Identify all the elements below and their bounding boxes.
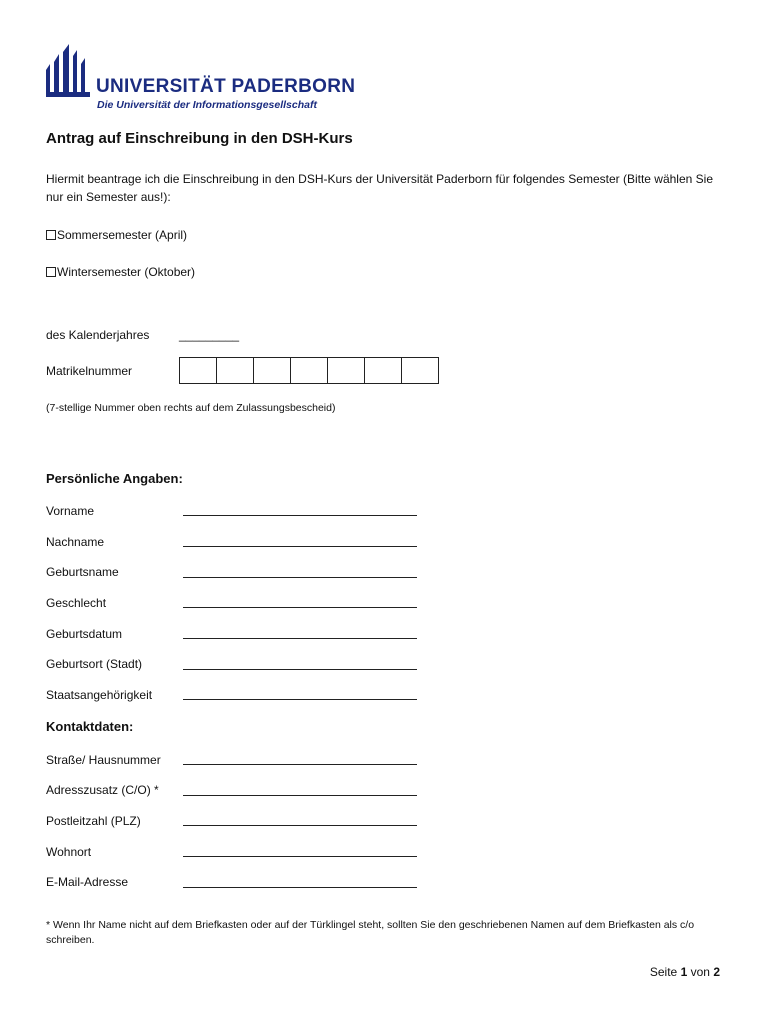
page-number (650, 965, 720, 979)
field-line-email[interactable] (183, 887, 417, 888)
matriculation-digit-box[interactable] (290, 357, 328, 384)
summer-semester-checkbox[interactable] (46, 230, 56, 240)
matriculation-number-boxes[interactable] (179, 357, 439, 384)
personal-section-heading: Persönliche Angaben: (46, 471, 183, 486)
footnote: * Wenn Ihr Name nicht auf dem Briefkasten oder auf der Türklingel steht, sollten Sie den geschriebenen Namen auf dem Briefkasten als c/o schreiben. (46, 919, 695, 946)
matriculation-digit-box[interactable] (253, 357, 291, 384)
intro-text: Hiermit beantrage ich die Einschreibung in den DSH-Kurs der Universität Paderborn für folgendes Semester (Bitte wählen Sie nur ein Semester aus!): (46, 172, 714, 204)
field-label-vorname: Vorname (46, 504, 95, 518)
winter-semester-label: Wintersemester (Oktober) (57, 265, 196, 279)
field-line-geschlecht[interactable] (183, 607, 417, 608)
document-title: Antrag auf Einschreibung in den DSH-Kurs (46, 130, 353, 147)
matriculation-digit-box[interactable] (327, 357, 365, 384)
matriculation-label: Matrikelnummer (46, 364, 133, 378)
field-label-geschlecht: Geschlecht (46, 596, 107, 610)
option-summer-semester[interactable] (46, 228, 187, 242)
field-label-geburtsdatum: Geburtsdatum (46, 627, 123, 641)
field-line-geburtsname[interactable] (183, 577, 417, 578)
winter-semester-checkbox[interactable] (46, 267, 56, 277)
matriculation-note: (7-stellige Nummer oben rechts auf dem Zulassungsbescheid) (46, 402, 336, 414)
field-label-geburtsname: Geburtsname (46, 565, 119, 579)
matriculation-digit-box[interactable] (364, 357, 402, 384)
field-label-staatsangehoerigkeit: Staatsangehörigkeit (46, 688, 153, 702)
field-line-adresszusatz[interactable] (183, 795, 417, 796)
field-label-geburtsort: Geburtsort (Stadt) (46, 657, 143, 671)
field-line-nachname[interactable] (183, 546, 417, 547)
total-pages: 2 (713, 965, 720, 979)
page-of-label: von (690, 965, 710, 979)
field-line-wohnort[interactable] (183, 856, 417, 857)
calendar-year-field[interactable]: _________ (179, 328, 240, 342)
option-winter-semester[interactable] (46, 265, 195, 279)
matriculation-digit-box[interactable] (216, 357, 254, 384)
field-label-wohnort: Wohnort (46, 845, 92, 859)
field-label-nachname: Nachname (46, 535, 105, 549)
university-name: UNIVERSITÄT PADERBORN (96, 76, 356, 97)
field-label-email: E-Mail-Adresse (46, 875, 129, 889)
university-logo (44, 42, 356, 116)
page-label: Seite (649, 965, 678, 979)
matriculation-digit-box[interactable] (179, 357, 217, 384)
field-line-vorname[interactable] (183, 515, 417, 516)
university-emblem-icon (44, 42, 94, 98)
current-page: 1 (680, 965, 688, 979)
field-label-adresszusatz: Adresszusatz (C/O) * (46, 783, 159, 797)
university-tagline: Die Universität der Informationsgesellschaft (97, 99, 317, 111)
field-line-staatsangehoerigkeit[interactable] (183, 699, 417, 700)
field-line-geburtsdatum[interactable] (183, 638, 417, 639)
calendar-year-label: des Kalenderjahres (46, 328, 150, 342)
matriculation-digit-box[interactable] (401, 357, 439, 384)
field-label-strasse: Straße/ Hausnummer (46, 753, 161, 767)
contact-section-heading: Kontaktdaten: (46, 719, 134, 734)
field-line-geburtsort[interactable] (183, 669, 417, 670)
field-line-postleitzahl[interactable] (183, 825, 417, 826)
field-label-postleitzahl: Postleitzahl (PLZ) (46, 814, 141, 828)
field-line-strasse[interactable] (183, 764, 417, 765)
summer-semester-label: Sommersemester (April) (57, 228, 188, 242)
